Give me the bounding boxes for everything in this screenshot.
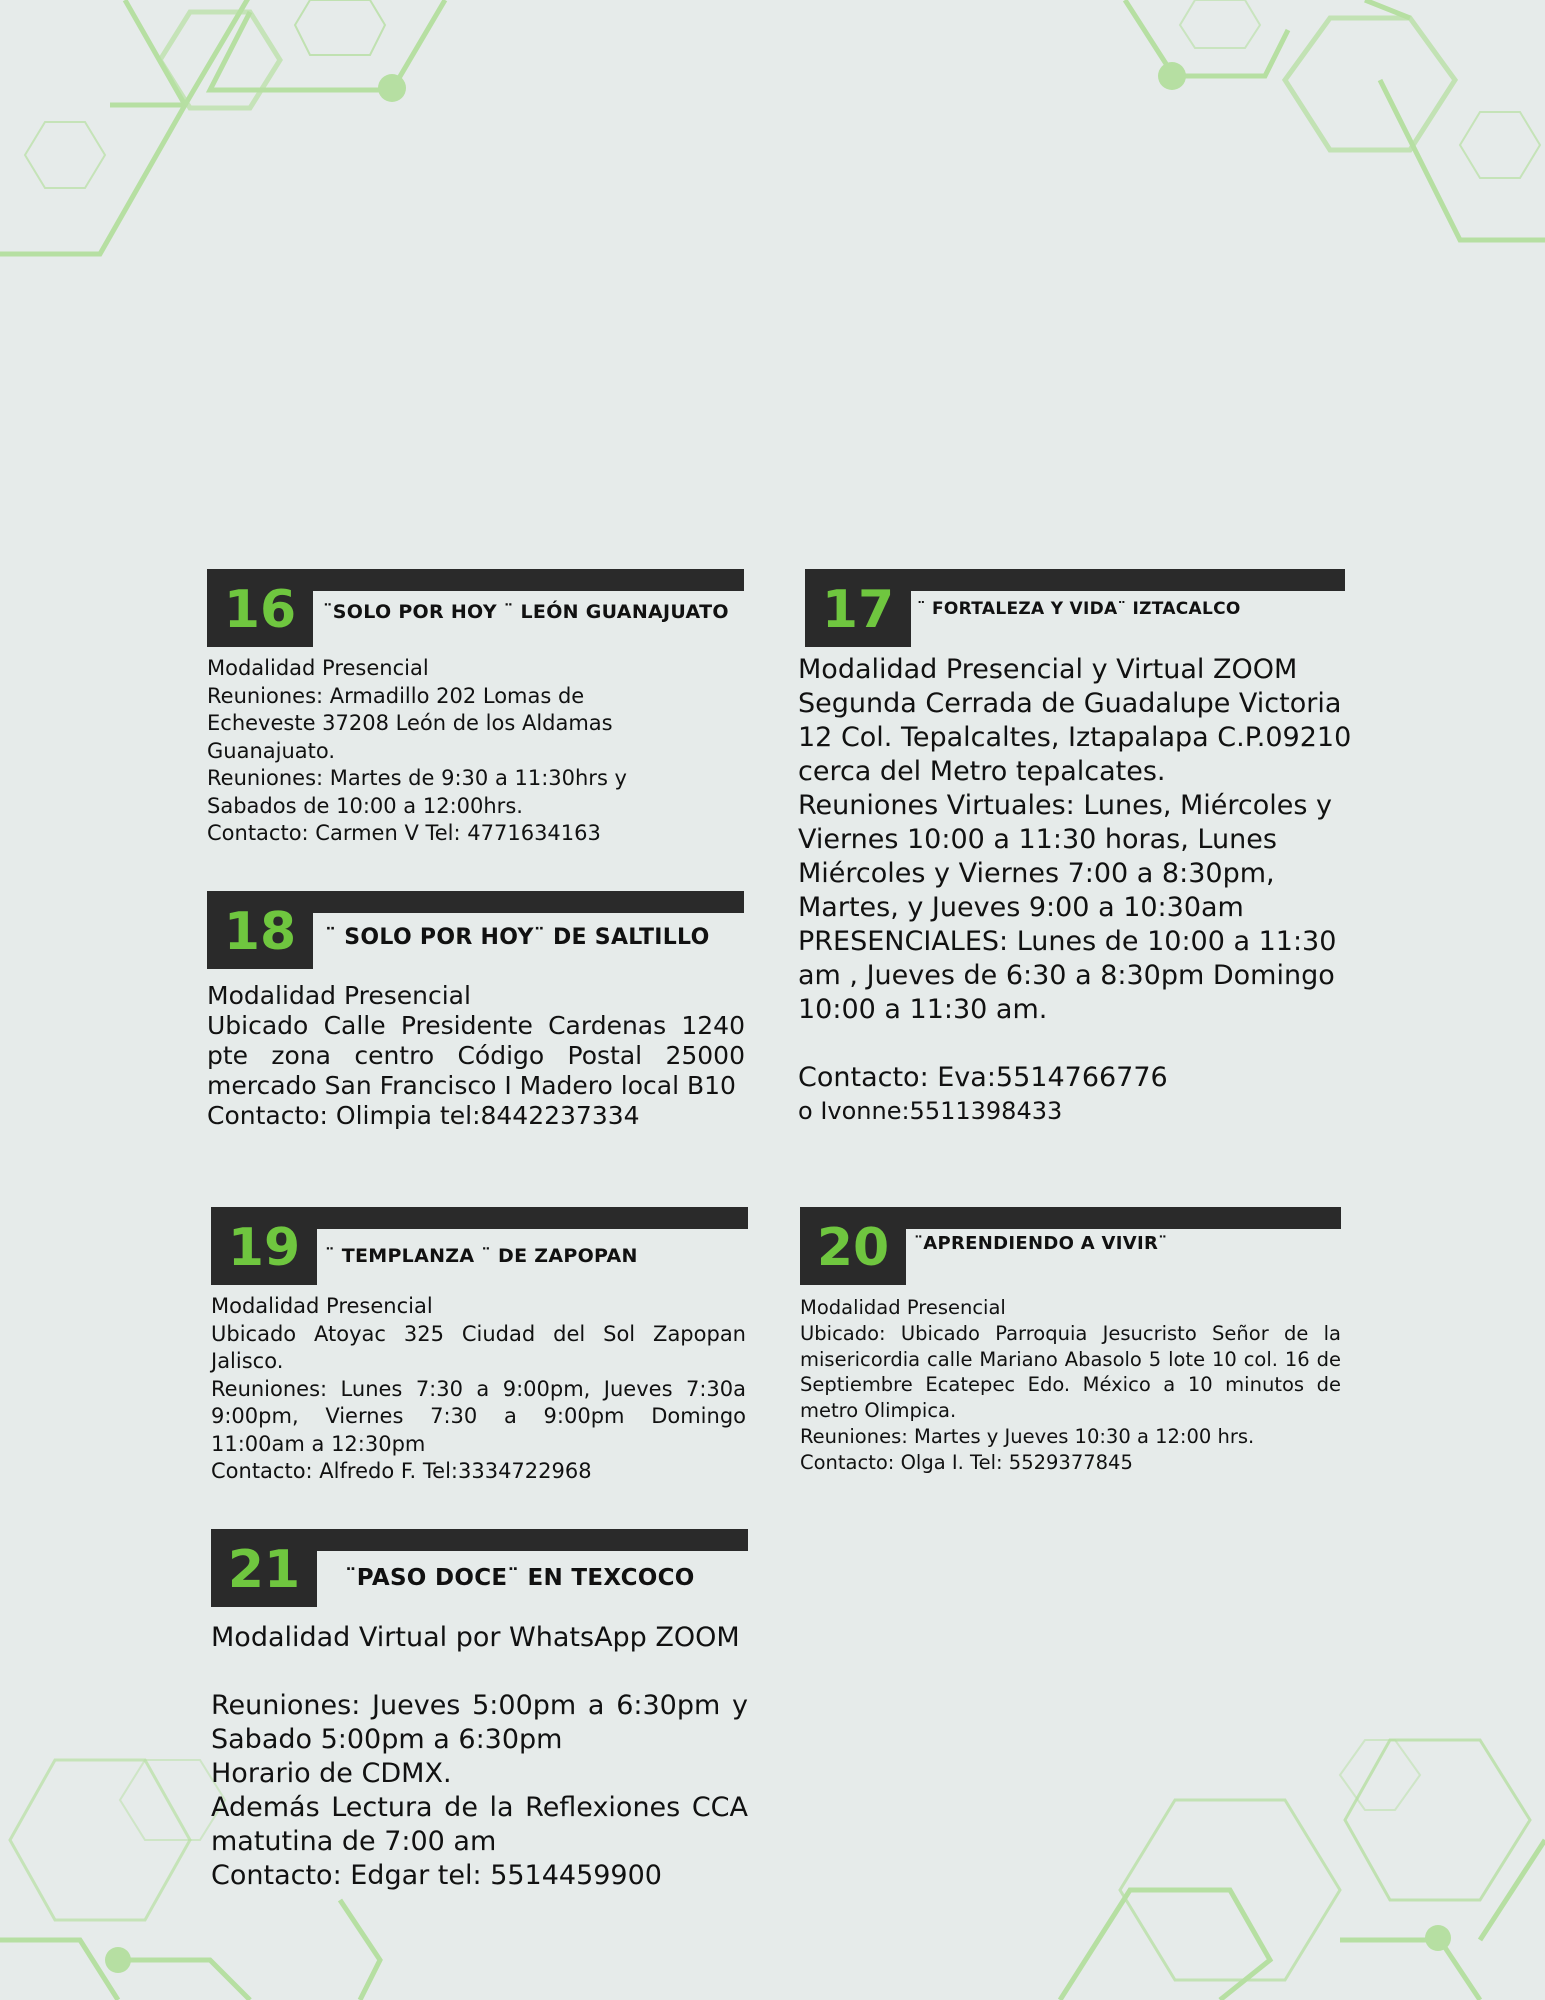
spacer — [798, 1027, 1368, 1061]
schedule-text: Reuniones: Martes y Jueves 10:30 a 12:00 hrs. — [800, 1424, 1255, 1448]
meeting-card-19 — [211, 1207, 751, 1486]
group-title: ¨ TEMPLANZA ¨ DE ZAPOPAN — [325, 1245, 638, 1267]
card-header — [211, 1529, 751, 1607]
card-header — [207, 891, 747, 969]
card-header — [805, 569, 1385, 647]
card-number: 21 — [211, 1529, 317, 1607]
card-body — [800, 1295, 1341, 1476]
schedule-text: Reuniones: Martes de 9:30 a 11:30hrs y Sabados de 10:00 a 12:00hrs. — [207, 766, 627, 818]
group-title: ¨SOLO POR HOY ¨ LEÓN GUANAJUATO — [323, 601, 729, 623]
address-text: Ubicado: Ubicado Parroquia Jesucristo Señor de la misericordia calle Mariano Abasolo 5 lote 10 col. 16 de Septiembre Ecatepec Edo. México a 10 minutos de metro Olimpica. — [800, 1321, 1341, 1423]
card-number: 19 — [211, 1207, 317, 1285]
card-header — [211, 1207, 751, 1285]
card-body — [211, 1293, 746, 1486]
modality-text: Modalidad Presencial — [211, 1294, 433, 1318]
modality-text: Modalidad Presencial — [800, 1296, 1006, 1319]
card-number: 20 — [800, 1207, 906, 1285]
card-body — [798, 653, 1368, 1127]
contact-text: Contacto: Olimpia tel:8442237334 — [207, 1101, 640, 1130]
address-text: Reuniones: Armadillo 202 Lomas de Echeveste 37208 León de los Aldamas Guanajuato. — [207, 683, 613, 763]
schedule-text: Reuniones: Jueves 5:00pm a 6:30pm y Sabado 5:00pm a 6:30pm — [211, 1690, 748, 1755]
card-number: 18 — [207, 891, 313, 969]
address-text: Ubicado Calle Presidente Cardenas 1240 pte zona centro Código Postal 25000 mercado San Francisco I Madero local B10 — [207, 1011, 745, 1100]
card-body — [207, 981, 745, 1131]
timezone-text: Horario de CDMX. — [211, 1758, 452, 1789]
card-header — [207, 569, 747, 647]
modality-text: Modalidad Presencial y Virtual ZOOM — [798, 654, 1298, 685]
card-number: 17 — [805, 569, 911, 647]
schedule-text: Reuniones: Lunes 7:30 a 9:00pm, Jueves 7:30a 9:00pm, Viernes 7:30 a 9:00pm Domingo 11:00am a 12:30pm — [211, 1376, 746, 1456]
meeting-card-16 — [207, 569, 747, 848]
contact-extra-text: o Ivonne:5511398433 — [798, 1097, 1063, 1125]
card-body — [207, 655, 682, 848]
contact-text: Contacto: Alfredo F. Tel:3334722968 — [211, 1459, 592, 1483]
meeting-card-20 — [800, 1207, 1345, 1476]
virtual-schedule-text: Reuniones Virtuales: Lunes, Miércoles y Viernes 10:00 a 11:30 horas, Lunes Miércoles y Viernes 7:00 a 8:30pm, Martes, y Jueves 9:00 a 10:30am — [798, 790, 1333, 923]
modality-text: Modalidad Presencial — [207, 981, 471, 1010]
contact-text: Contacto: Olga I. Tel: 5529377845 — [800, 1450, 1133, 1474]
meeting-card-18 — [207, 891, 747, 1131]
meeting-card-21 — [211, 1529, 751, 1893]
group-title: ¨ FORTALEZA Y VIDA¨ IZTACALCO — [917, 599, 1241, 619]
in-person-schedule-text: PRESENCIALES: Lunes de 10:00 a 11:30 am , Jueves de 6:30 a 8:30pm Domingo 10:00 a 11:30 am. — [798, 926, 1337, 1025]
spacer — [211, 1655, 748, 1689]
reading-text: Además Lectura de la Reflexiones CCA matutina de 7:00 am — [211, 1792, 748, 1857]
modality-text: Modalidad Presencial — [207, 656, 429, 680]
group-title: ¨PASO DOCE¨ EN TEXCOCO — [345, 1565, 695, 1591]
contact-text: Contacto: Eva:5514766776 — [798, 1062, 1168, 1093]
card-header — [800, 1207, 1345, 1285]
group-title: ¨ SOLO POR HOY¨ DE SALTILLO — [325, 925, 710, 950]
contact-text: Contacto: Edgar tel: 5514459900 — [211, 1860, 662, 1891]
group-title: ¨APRENDIENDO A VIVIR¨ — [914, 1233, 1168, 1254]
modality-text: Modalidad Virtual por WhatsApp ZOOM — [211, 1622, 740, 1653]
card-body — [211, 1621, 748, 1893]
address-text: Ubicado Atoyac 325 Ciudad del Sol Zapopan Jalisco. — [211, 1321, 746, 1373]
card-number: 16 — [207, 569, 313, 647]
address-text: Segunda Cerrada de Guadalupe Victoria 12 Col. Tepalcaltes, Iztapalapa C.P.09210 cerca del Metro tepalcates. — [798, 688, 1352, 787]
contact-text: Contacto: Carmen V Tel: 4771634163 — [207, 821, 601, 845]
meeting-card-17 — [798, 569, 1378, 1127]
